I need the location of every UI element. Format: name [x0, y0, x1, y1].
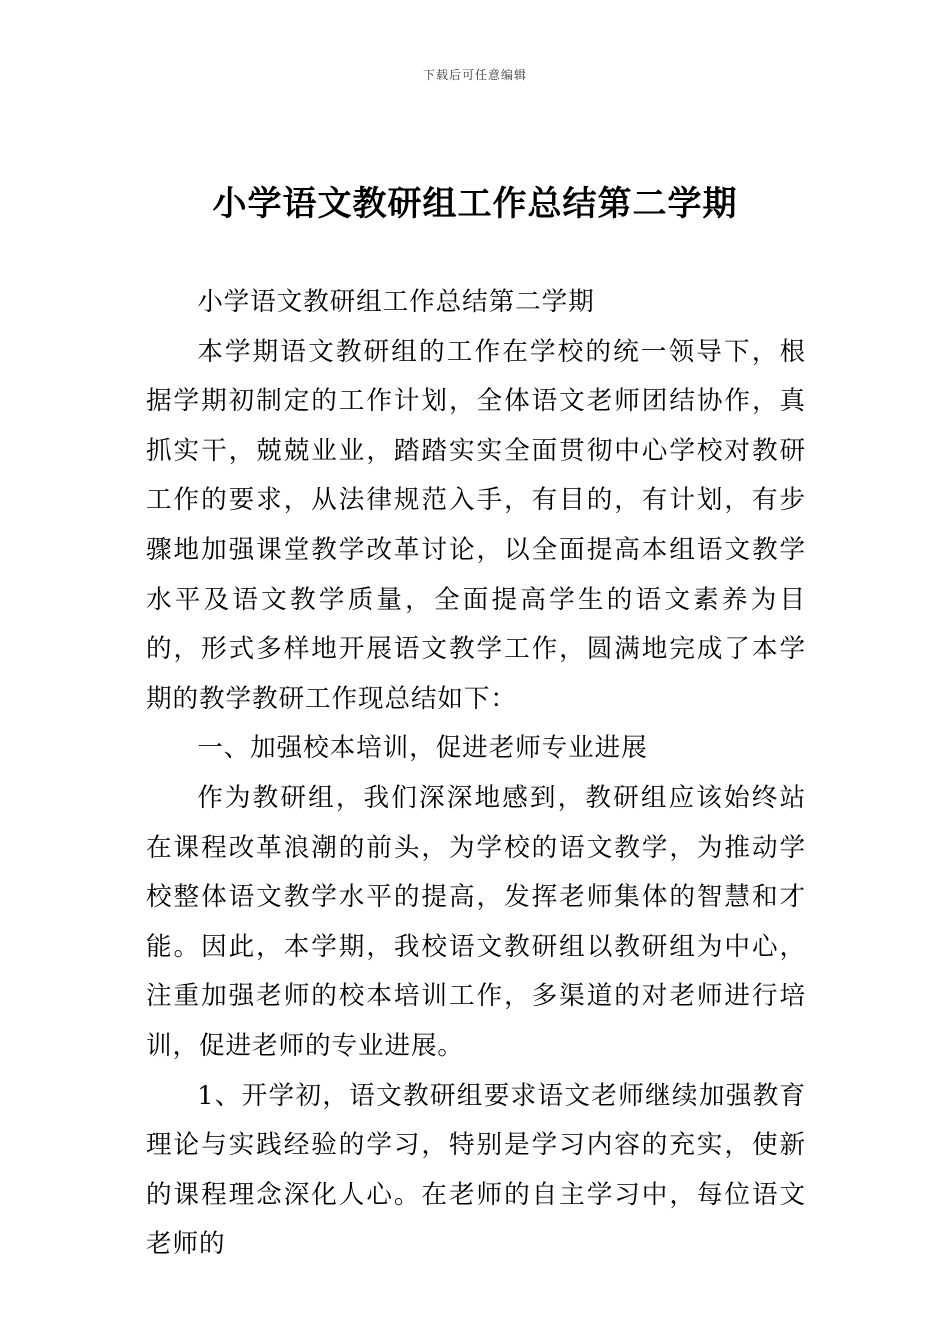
- download-note: 下载后可任意编辑: [422, 68, 527, 82]
- document-body: [146, 278, 806, 1270]
- paragraph-section-1: 作为教研组，我们深深地感到，教研组应该始终站在课程改革浪潮的前头，为学校的语文教学，为推动学校整体语文教学水平的提高，发挥老师集体的智慧和才能。因此，本学期，我校语文教研组以教研组为中心，注重加强老师的校本培训工作，多渠道的对老师进行培训，促进老师的专业进展。: [146, 782, 806, 1061]
- document-title: 小学语文教研组工作总结第二学期: [212, 184, 738, 224]
- paragraph-intro: 本学期语文教研组的工作在学校的统一领导下，根据学期初制定的工作计划，全体语文老师团结协作，真抓实干，兢兢业业，踏踏实实全面贯彻中心学校对教研工作的要求，从法律规范入手，有目的，有计划，有步骤地加强课堂教学改革讨论，以全面提高本组语文教学水平及语文教学质量，全面提高学生的语文素养为目的，形式多样地开展语文教学工作，圆满地完成了本学期的教学教研工作现总结如下：: [146, 336, 806, 714]
- paragraph-subtitle: 小学语文教研组工作总结第二学期: [197, 287, 595, 317]
- section-heading: 一、加强校本培训，促进老师专业进展: [197, 733, 648, 764]
- paragraph-item-1: 1、开学初，语文教研组要求语文老师继续加强教育理论与实践经验的学习，特别是学习内容的充实，使新的课程理念深化人心。在老师的自主学习中，每位语文老师的: [146, 1080, 806, 1260]
